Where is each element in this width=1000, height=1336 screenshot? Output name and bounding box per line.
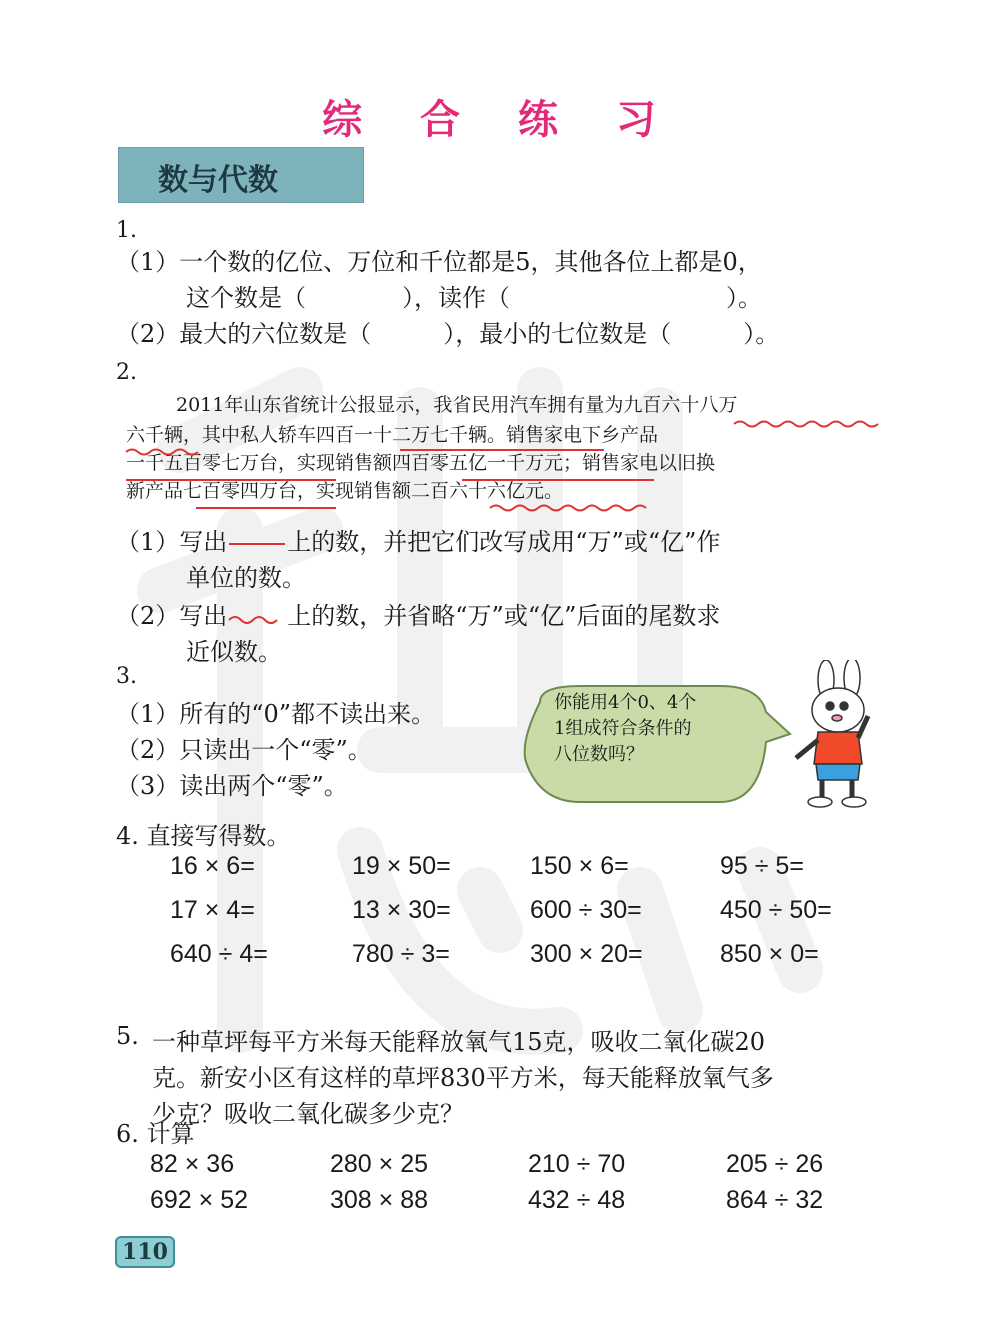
question-3-item-2: （2）只读出一个“零”。 — [116, 736, 372, 764]
page-number: 110 — [115, 1236, 175, 1268]
calc-item: 17 × 4= — [170, 896, 255, 924]
calc-item: 19 × 50= — [352, 852, 451, 880]
question-2-part-1-cont: 单位的数。 — [186, 564, 306, 592]
part-1-prefix: （1）写出 — [116, 528, 228, 556]
question-1-part-1-cont: 这个数是（ ），读作（ ）。 — [186, 284, 762, 312]
calc-item: 210 ÷ 70 — [528, 1150, 626, 1178]
question-1-part-1: （1）一个数的亿位、万位和千位都是5，其他各位上都是0， — [116, 248, 762, 276]
question-3-number: 3. — [116, 664, 137, 689]
question-4-label: 4. 直接写得数。 — [116, 822, 291, 850]
question-2-part-1 — [116, 522, 720, 557]
rabbit-mascot-icon — [782, 660, 902, 810]
calc-item: 300 × 20= — [530, 940, 643, 968]
part-1-body: 上的数，并把它们改写成用“万”或“亿”作 — [287, 528, 721, 556]
passage-line-3: 一千五百零七万台，实现销售额四百零五亿一千万元；销售家电以旧换 — [126, 452, 716, 474]
question-5-line-3: 少克？吸收二氧化碳多少克？ — [152, 1100, 464, 1128]
calc-item: 432 ÷ 48 — [528, 1186, 626, 1214]
calc-item: 13 × 30= — [352, 896, 451, 924]
calc-item: 82 × 36 — [150, 1150, 235, 1178]
passage-line-4: 新产品七百零四万台，实现销售额二百六十六亿元。 — [126, 480, 564, 502]
calc-item: 280 × 25 — [330, 1150, 429, 1178]
calc-item: 850 × 0= — [720, 940, 819, 968]
calc-item: 640 ÷ 4= — [170, 940, 268, 968]
question-2-part-2-cont: 近似数。 — [186, 638, 282, 666]
page-title: 综 合 练 习 — [322, 97, 678, 143]
question-5-line-1: 一种草坪每平方米每天能释放氧气15克，吸收二氧化碳20 — [152, 1028, 766, 1056]
question-5-line-2: 克。新安小区有这样的草坪830平方米，每天能释放氧气多 — [152, 1064, 774, 1092]
calc-item: 692 × 52 — [150, 1186, 249, 1214]
calc-item: 308 × 88 — [330, 1186, 429, 1214]
part-2-prefix: （2）写出 — [116, 602, 228, 630]
calc-item: 16 × 6= — [170, 852, 255, 880]
question-5-number: 5. — [116, 1022, 139, 1050]
bubble-line-3: 八位数吗？ — [554, 744, 644, 765]
question-2-number: 2. — [116, 360, 137, 385]
bubble-line-1: 你能用4个0、4个 — [554, 692, 697, 713]
passage-line-1: 2011年山东省统计公报显示，我省民用汽车拥有量为九百六十八万 — [176, 394, 738, 416]
bubble-line-2: 1组成符合条件的 — [554, 718, 692, 739]
straight-underline-sample — [229, 542, 285, 545]
passage-line-2: 六千辆，其中私人轿车四百一十二万七千辆。销售家电下乡产品 — [126, 424, 659, 446]
calc-item: 95 ÷ 5= — [720, 852, 804, 880]
wavy-underline-sample — [227, 612, 287, 624]
question-6-label: 6. 计算 — [116, 1120, 195, 1148]
part-2-body: 上的数，并省略“万”或“亿”后面的尾数求 — [287, 602, 721, 630]
question-1-number: 1. — [116, 218, 137, 243]
calc-item: 205 ÷ 26 — [726, 1150, 824, 1178]
calc-item: 150 × 6= — [530, 852, 629, 880]
calc-item: 864 ÷ 32 — [726, 1186, 824, 1214]
calc-item: 780 ÷ 3= — [352, 940, 450, 968]
question-3-item-3: （3）读出两个“零”。 — [116, 772, 348, 800]
question-2-part-2 — [116, 596, 720, 631]
passage-underlines — [0, 0, 1000, 520]
section-title: 数与代数 — [158, 163, 278, 198]
question-3-item-1: （1）所有的“0”都不读出来。 — [116, 700, 436, 728]
question-1-part-2: （2）最大的六位数是（ ），最小的七位数是（ ）。 — [116, 320, 780, 348]
calc-item: 450 ÷ 50= — [720, 896, 832, 924]
bubble-text — [554, 690, 754, 768]
calc-item: 600 ÷ 30= — [530, 896, 642, 924]
